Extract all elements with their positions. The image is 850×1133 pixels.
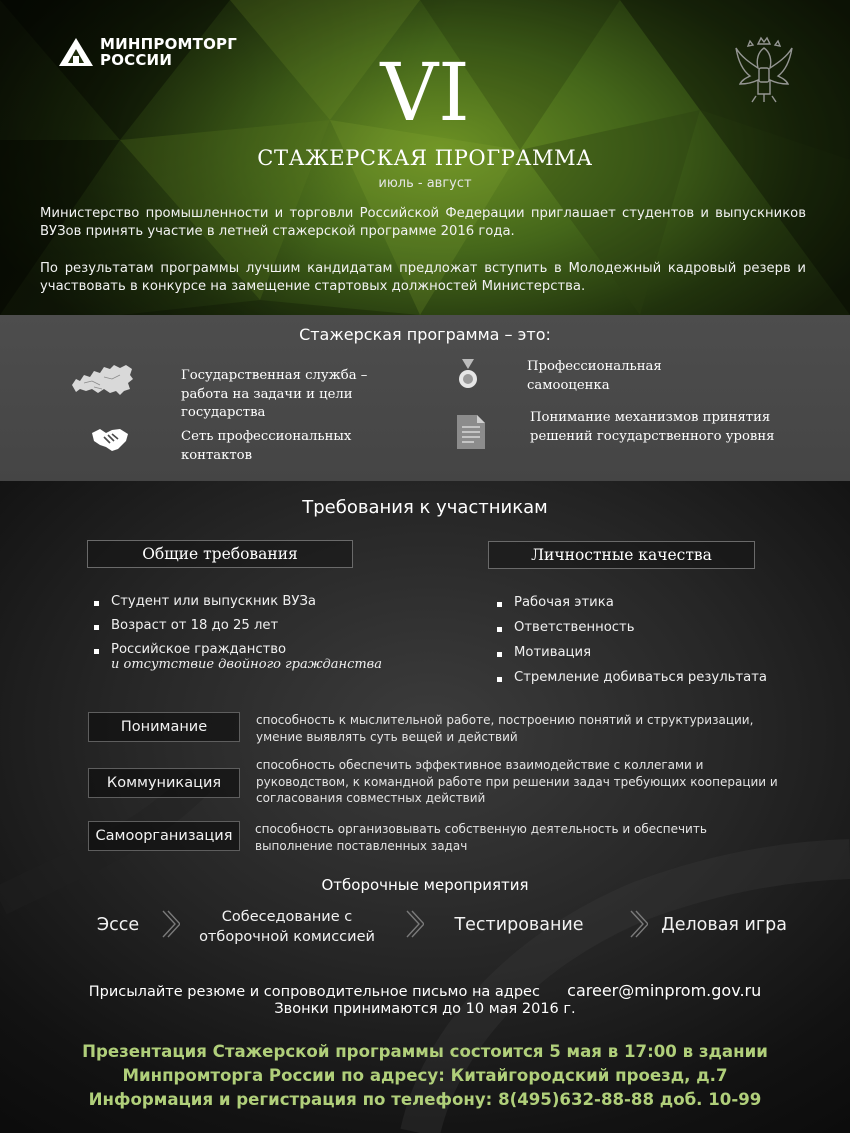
presentation-announcement-line-1: Презентация Стажерской программы состоится 5 мая в 17:00 в здании — [82, 1042, 768, 1061]
benefit-public-service: Государственная служба – работа на задачи и цели государства — [181, 368, 368, 420]
selection-step-essay: Эссе — [96, 915, 140, 935]
list-item: Ответственность — [497, 620, 817, 635]
contact-resume-text: Присылайте резюме и сопроводительное письмо на адрес — [88, 984, 540, 1000]
medal-icon — [456, 359, 480, 391]
chevron-right-icon — [404, 909, 424, 939]
trait-self-organization: Самоорганизация — [88, 821, 240, 851]
selection-title: Отборочные мероприятия — [321, 876, 529, 894]
requirements-title: Требования к участникам — [302, 497, 548, 518]
requirements-section — [0, 481, 850, 1133]
list-item: Мотивация — [497, 645, 817, 660]
trait-self-organization-description: способность организовывать собственную деятельность и обеспечить выполнение поставленных задач — [255, 822, 707, 853]
selection-step-testing: Тестирование — [454, 915, 584, 935]
intro-paragraph-invitation: Министерство промышленности и торговли Российской Федерации приглашает студентов и выпускников ВУЗов принять участие в летней стажерской программе 2016 года. — [40, 206, 806, 239]
handshake-icon — [90, 425, 130, 453]
intro-paragraph-reserve: По результатам программы лучшим кандидатам предложат вступить в Молодежный кадровый резерв и участвовать в конкурсе на замещение стартовых должностей Министерства. — [40, 261, 806, 294]
citizenship-text: Российское гражданство — [111, 642, 287, 657]
program-dates: июль - август — [378, 176, 472, 191]
trait-communication: Коммуникация — [88, 768, 240, 798]
contact-email-link[interactable]: career@minprom.gov.ru — [567, 981, 762, 1000]
contact-resume-line — [0, 981, 850, 1000]
general-requirements-list — [94, 594, 414, 672]
general-requirements-heading: Общие требования — [87, 540, 353, 568]
program-edition-numeral: VI — [380, 46, 470, 139]
personal-qualities-heading: Личностные качества — [488, 541, 755, 569]
presentation-address-line: Минпромторга России по адресу: Китайгородский проезд, д.7 — [122, 1066, 728, 1085]
program-benefits-section — [0, 315, 850, 481]
list-item: Стремление добиваться результата — [497, 670, 817, 685]
list-item: Рабочая этика — [497, 595, 817, 610]
selection-step-business-game: Деловая игра — [661, 915, 787, 935]
contact-calls-deadline: Звонки принимаются до 10 мая 2016 г. — [274, 1001, 576, 1017]
document-icon — [457, 415, 485, 449]
trait-understanding-description: способность к мыслительной работе, построению понятий и структуризации, умение выявлять суть вещей и действий — [256, 713, 754, 744]
logo-line-1: МИНПРОМТОРГ — [100, 35, 237, 53]
selection-step-interview: Собеседование с отборочной комиссией — [199, 909, 375, 945]
trait-understanding: Понимание — [88, 712, 240, 742]
trait-communication-description: способность обеспечить эффективное взаимодействие с коллегами и руководством, к командной работе при решении задач требующих кооперации и согласования совместных действий — [256, 758, 778, 805]
benefit-decision-understanding: Понимание механизмов принятия решений государственного уровня — [530, 410, 775, 444]
list-item: Студент или выпускник ВУЗа — [94, 594, 414, 609]
chevron-right-icon — [628, 909, 648, 939]
list-item — [94, 642, 414, 672]
program-title: СТАЖЕРСКАЯ ПРОГРАММА — [257, 146, 593, 170]
logo-line-2: РОССИИ — [100, 51, 173, 69]
hero-header — [0, 0, 850, 315]
presentation-phone-line: Информация и регистрация по телефону: 8(495)632-88-88 доб. 10-99 — [88, 1090, 762, 1109]
chevron-right-icon — [160, 909, 180, 939]
benefit-professional-network: Сеть профессиональных контактов — [181, 429, 352, 463]
russia-map-icon — [70, 359, 134, 399]
personal-qualities-list — [497, 595, 817, 685]
program-benefits-title: Стажерская программа – это: — [299, 325, 551, 344]
background-curve — [0, 481, 850, 1133]
list-item: Возраст от 18 до 25 лет — [94, 618, 414, 633]
dual-citizenship-note: и отсутствие двойного гражданства — [111, 657, 383, 672]
benefit-self-assessment: Профессиональная самооценка — [527, 359, 662, 393]
